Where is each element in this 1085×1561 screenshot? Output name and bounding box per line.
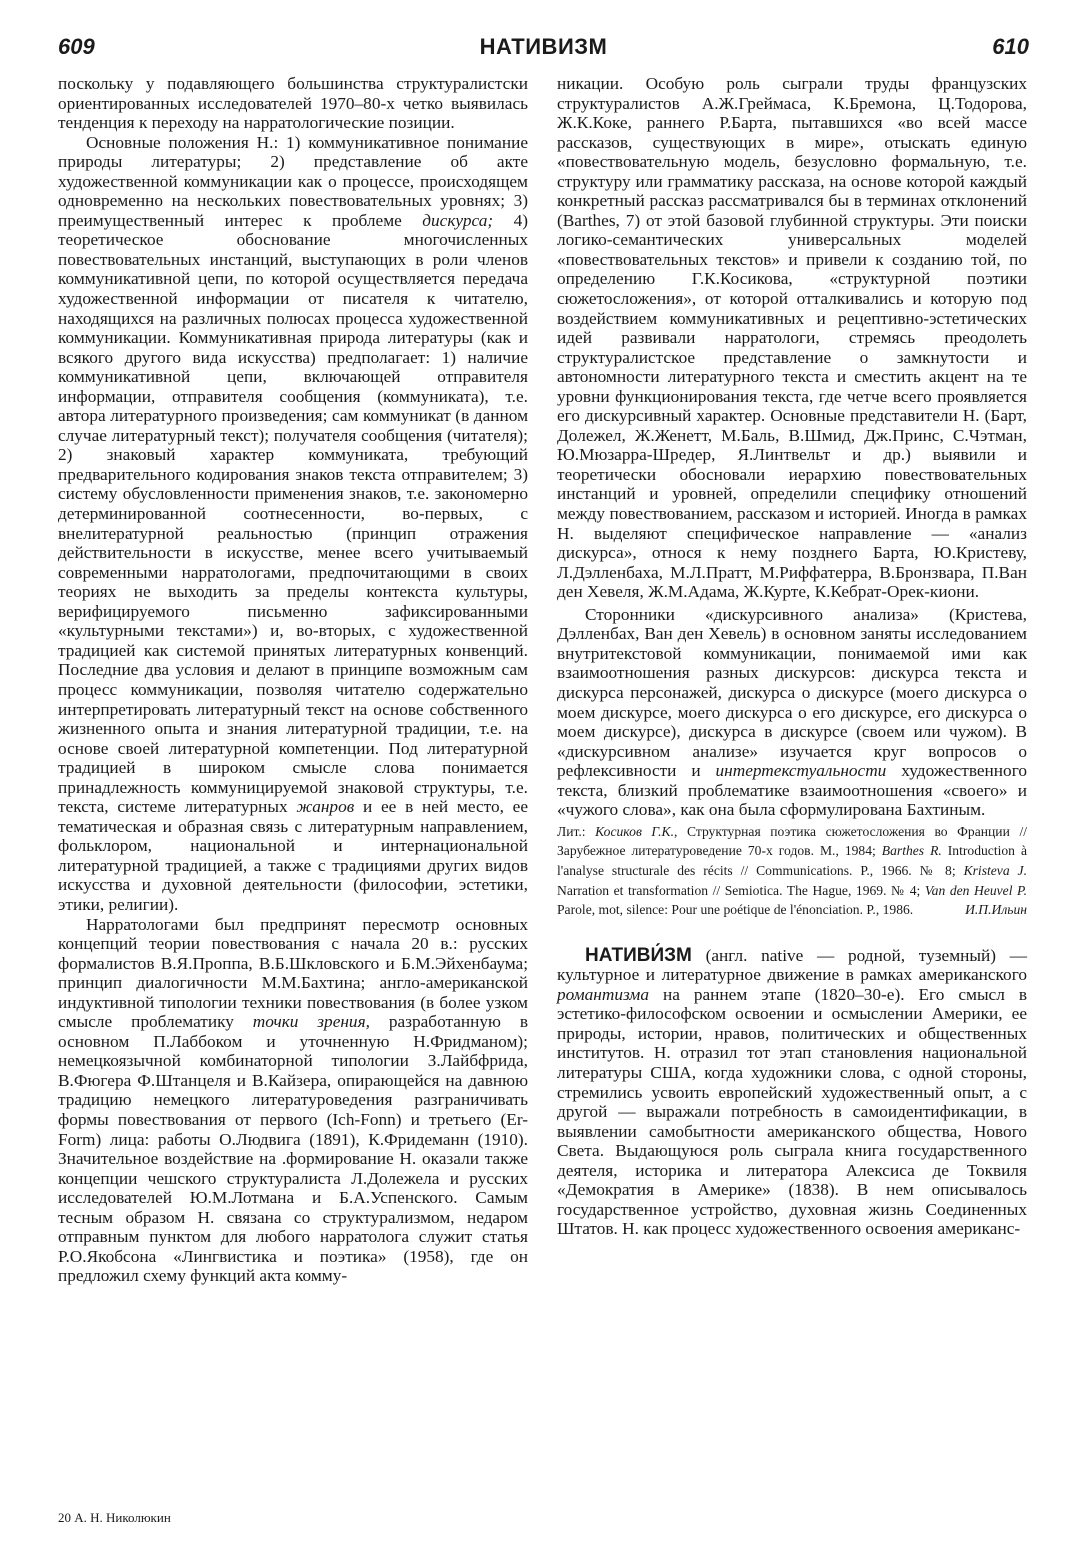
term-link: точки зрения, bbox=[252, 1012, 370, 1032]
paragraph-main-positions: Основные положения Н.: 1) коммуникативное понимание природы литературы; 2) представление об акте художественной коммуникации как о процессе, происходящем одновременно на нескольких повествовательных уровнях; 3) преимущественный интерес к проблеме дискурса; 4) теоретическое обоснование многочисленных повествовательных инстанций, выступающих в роли членов коммуникативной цепи, по которой осуществляется передача художественной информации от писателя к читателю, находящихся на различных полюсах процесса художественной коммуникации. Коммуникативная природа литературы (как и всякого другого вида искусства) предполагает: 1) наличие коммуникативной цепи, включающей отправителя информации, отправителя сообщения (коммуниката), т.е. автора литературного произведения; сам коммуникат (в данном случае литературный текст); получателя сообщения (читателя); 2) знаковый характер коммуниката, требующий предварительного кодирования знаков текста отправителем; 3) систему обусловленности применения знаков, т.е. закономерно детерминированной соотнесенности, во-первых, с внелитературной реальностью (принцип отражения действительности в искусстве, менее всего учитываемый современными нарратологами, предпочитающими в своих теориях не выходить за пределы контекста культуры, верифицируемого письменно зафиксированными «культурными текстами») и, во-вторых, с художественной традицией как системой принятых литературных конвенций. Последние два условия и делают в принципе возможным сам процесс коммуникации, позволяя читателю содержательно интерпретировать литературный текст на основе собственного жизненного опыта и знания литературной традиции, т.е. на основе своей литературной компетенции. Под литературной традицией в широком смысле слова понимается принадлежность коммуницируемой знаковой структуры, т.е. текста, системе литературных жанров и ее в ней место, ее тематическая и образная связь с литературным направлением, фольклором, национальной и интернациональной литературной традицией, а также с традициями других видов искусства и духовной деятельности (философии, эстетики, этики, религии). bbox=[58, 132, 529, 914]
right-column bbox=[557, 74, 1027, 1239]
term-link: дискурса; bbox=[422, 210, 494, 230]
paragraph-continuation: поскольку у подавляющего большинства структуралистски ориентированных исследователей 1970–80-х четко выявилась тенденция к переходу на нарратологические позиции. bbox=[58, 74, 528, 133]
page-header bbox=[58, 34, 1029, 66]
paragraph-revision: Нарратологами был предпринят пересмотр основных концепций теории повествования с начала 20 в.: русских формалистов В.Я.Проппа, В.Б.Шкловского и Б.М.Эйхенбаума; принцип диалогичности М.М.Бахтина; англо-американской индуктивной типологии техники повествования (в более узком смысле проблематику точки зрения, разработанную в основном П.Лаббоком и уточненную Н.Фридманом); немецкоязычной комбинаторной типологии З.Лайбфрида, В.Фюгера Ф.Штанцеля и В.Кайзера, опирающейся на давнюю традицию немецкого литературоведения разграничивать формы повествования от первого (Ich-Fonn) и третьего (Er-Form) лица: работы О.Людвига (1891), К.Фридеманн (1910). Значительное воздействие на .формирование Н. оказали также концепции чешского структуралиста Л.Долежела и русских исследователей Ю.М.Лотмана и Б.А.Успенского. Самым тесным образом Н. связана со структурализмом, недаром отправным пунктом для любого нарратолога служит статья Р.О.Якобсона «Лингвистика и поэтика» (1958), где он предложил схему функций акта комму- bbox=[58, 914, 529, 1286]
paragraph-structuralists: никации. Особую роль сыграли труды французских структуралистов А.Ж.Греймаса, К.Бремона, Ц.Тодорова, Ж.К.Коке, раннего Р.Барта, пытавшихся «во всей массе рассказов, существующих в мире», отыскать единую «повествовательную модель, безусловно формальную, т.е. структуру или грамматику рассказа, на основе которой каждый конкретный рассказ рассматривался бы в терминах отклонений (Barthes, 7) от этой базовой глубинной структуры. Эти поиски логико-семантических универсальных моделей «повествовательных текстов» и привели к созданию той, по определению Г.К.Косикова, «структурной поэтики сюжетосложения», от которой отталкивались и которую под воздействием коммуникативных и рецептивно-эстетических идей развивали нарратологи, стремясь преодолеть структуралистское представление о замкнутости и автономности литературного текста и сместить акцент на те уровни функционирования текста, где четче всего проявляется его дискурсивный характер. Основные представители Н. (Барт, Долежел, Ж.Женетт, М.Баль, В.Шмид, Дж.Принс, С.Чэтман, Ю.Мюзарра-Шредер, Я.Линтвельт и др.) выявили и теоретически обосновали иерархию повествовательных инстанций и уровней, определили специфику отношений между повествованием, рассказом и историей. Иногда в рамках Н. выделяют специфическое направление — «анализ дискурса», относя к нему позднего Барта, Ю.Кристеву, Л.Дэлленбаха, М.Л.Пратт, М.Риффатерра, В.Бронзвара, П.Ван ден Хевеля, Ж.М.Адама, Ж.Курте, К.Кебрат-Орек-киони. bbox=[557, 74, 1027, 602]
term-link: романтизма bbox=[557, 984, 649, 1004]
term-link: жанров bbox=[296, 797, 355, 817]
running-head: НАТИВИЗМ bbox=[479, 34, 608, 59]
printer-signature: 20 А. Н. Николюкин bbox=[58, 1510, 171, 1525]
page-number-right: 610 bbox=[992, 34, 1029, 59]
entry-headword: НАТИВИ́ЗМ bbox=[585, 944, 692, 966]
entry-nativism: НАТИВИ́ЗМ (англ. native — родной, туземный) — культурное и литературное движение в рамках американского романтизма на раннем этапе (1820–30-е). Его смысл в эстетико-философском освоении и осмыслении Америки, ее природы, истории, нравов, политических и общественных институтов. Н. отразил тот этап становления национальной литературы США, когда художники слова, с одной стороны, стремились усвоить европейский художественный опыт, а с другой — выражали потребность в самоидентификации, в выявлении самобытности американского общества, Нового Света. Выдающуюся роль сыграла книга государственного деятеля, историка и литератора Алексиса де Токвиля «Демократия в Америке» (1838). В нем описывалось государственное устройство, духовная жизнь Соединенных Штатов. Н. как процесс художественного освоения американс- bbox=[557, 944, 1027, 1239]
author-signature: И.П.Ильин bbox=[965, 902, 1027, 918]
bibliography: Лит.: Косиков Г.К., Структурная поэтика сюжетосложения во Франции // Зарубежное литературоведение 70-х годов. М., 1984; Barthes R. Introduction à l'analyse structurale des récits // Communications. P., 1966. № 8; Kristeva J. Narration et transformation // Semiotica. The Hague, 1969. № 4; Van den Heuvel P. Parole, mot, silence: Pour une poétique de l'énonciation. P., 1986. И.П.Ильин bbox=[557, 822, 1027, 920]
left-column bbox=[58, 74, 528, 1286]
term-link: интертекстуальности bbox=[715, 761, 887, 781]
paragraph-discourse-analysis: Сторонники «дискурсивного анализа» (Кристева, Дэлленбах, Ван ден Хевель) в основном заняты исследованием внутритекстовой коммуникации, понимаемой ими как взаимоотношения разных дискурсов: дискурса текста и дискурса персонажей, дискурса о дискурсе (моего дискурса о моем дискурсе, моего дискурса о его дискурсе, его дискурса о моем дискурсе), дискурса в дискурсе (своем или чужом). В «дискурсивном анализе» изучается круг вопросов о рефлексивности и интертекстуальности художественного текста, близкий проблематике взаимоотношения «своего» и «чужого слова», как она была сформулирована Бахтиным. bbox=[557, 604, 1027, 820]
page-number-left: 609 bbox=[58, 34, 95, 59]
